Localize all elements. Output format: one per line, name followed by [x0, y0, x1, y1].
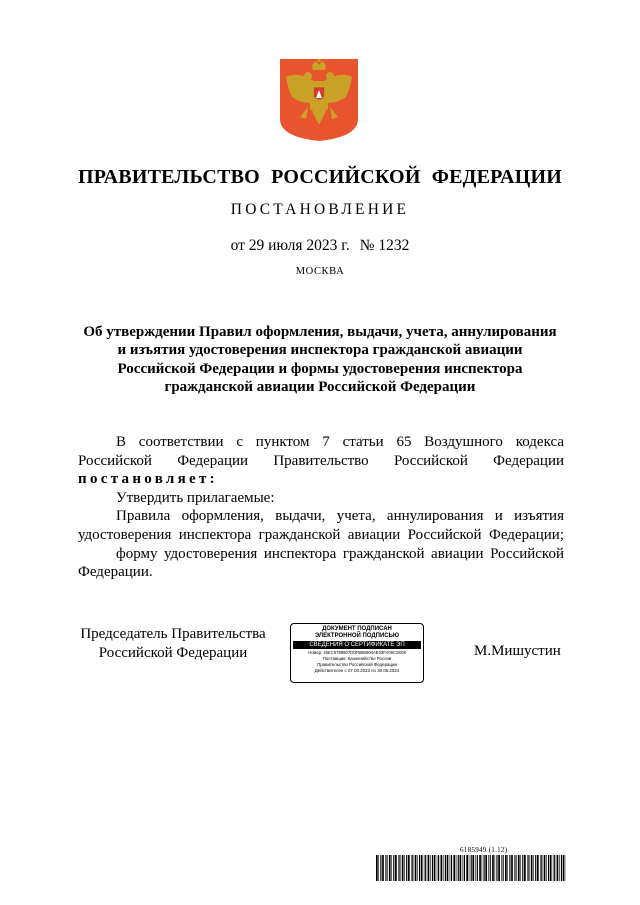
preamble-text: В соответствии с пунктом 7 статьи 65 Воздушного кодекса Российской Федерации Правительство Российской Федерации [78, 434, 564, 469]
signer-name: М.Мишустин [474, 643, 561, 659]
barcode-image [376, 855, 566, 881]
document-date-line [0, 237, 640, 255]
signer-position-line2: Российской Федерации [98, 644, 248, 661]
signer-position [78, 625, 268, 662]
esig-validity: Действителен с 07.03.2023 по 30.05.2024 [314, 668, 400, 673]
esig-serial: Номер: 40EC5788807D0F8BB904AE03FA09C2E08 [308, 650, 406, 655]
esig-banner: СВЕДЕНИЯ О СЕРТИФИКАТЕ ЭП [293, 641, 421, 649]
preamble-paragraph [78, 433, 564, 489]
esig-line1: ДОКУМЕНТ ПОДПИСАН [322, 626, 392, 632]
approved-item-form: форму удостоверения инспектора гражданской авиации Российской Федерации. [78, 545, 564, 581]
document-date: от 29 июля 2023 г. [230, 237, 350, 254]
barcode-caption: 6185949 (1.12) [460, 846, 508, 854]
coat-of-arms-emblem [278, 57, 360, 143]
document-city: МОСКВА [295, 266, 345, 277]
government-title: ПРАВИТЕЛЬСТВО РОССИЙСКОЙ ФЕДЕРАЦИИ [78, 166, 562, 188]
electronic-signature-stamp [290, 623, 424, 683]
decree-word: постановляет: [78, 471, 218, 488]
document-subject: Об утверждении Правил оформления, выдачи, учета, аннулирования и изъятия удостоверения инспектора гражданской авиации Российской Федерации и формы удостоверения инспектора гражданской авиации Российской Федерации [83, 324, 557, 395]
document-type: ПОСТАНОВЛЕНИЕ [230, 201, 410, 218]
approve-paragraph: Утвердить прилагаемые: [116, 489, 275, 506]
document-body [78, 433, 564, 582]
signer-position-line1: Председатель Правительства [80, 626, 266, 642]
esig-owner: Правительство Российской Федерации [317, 662, 397, 667]
document-number: № 1232 [359, 237, 410, 254]
esig-issuer: Поставщик: Казначейство России [322, 656, 392, 661]
esig-line2: ЭЛЕКТРОННОЙ ПОДПИСЬЮ [314, 633, 400, 639]
approved-item-rules: Правила оформления, выдачи, учета, аннулирования и изъятия удостоверения инспектора гражданской авиации Российской Федерации; [78, 508, 564, 543]
